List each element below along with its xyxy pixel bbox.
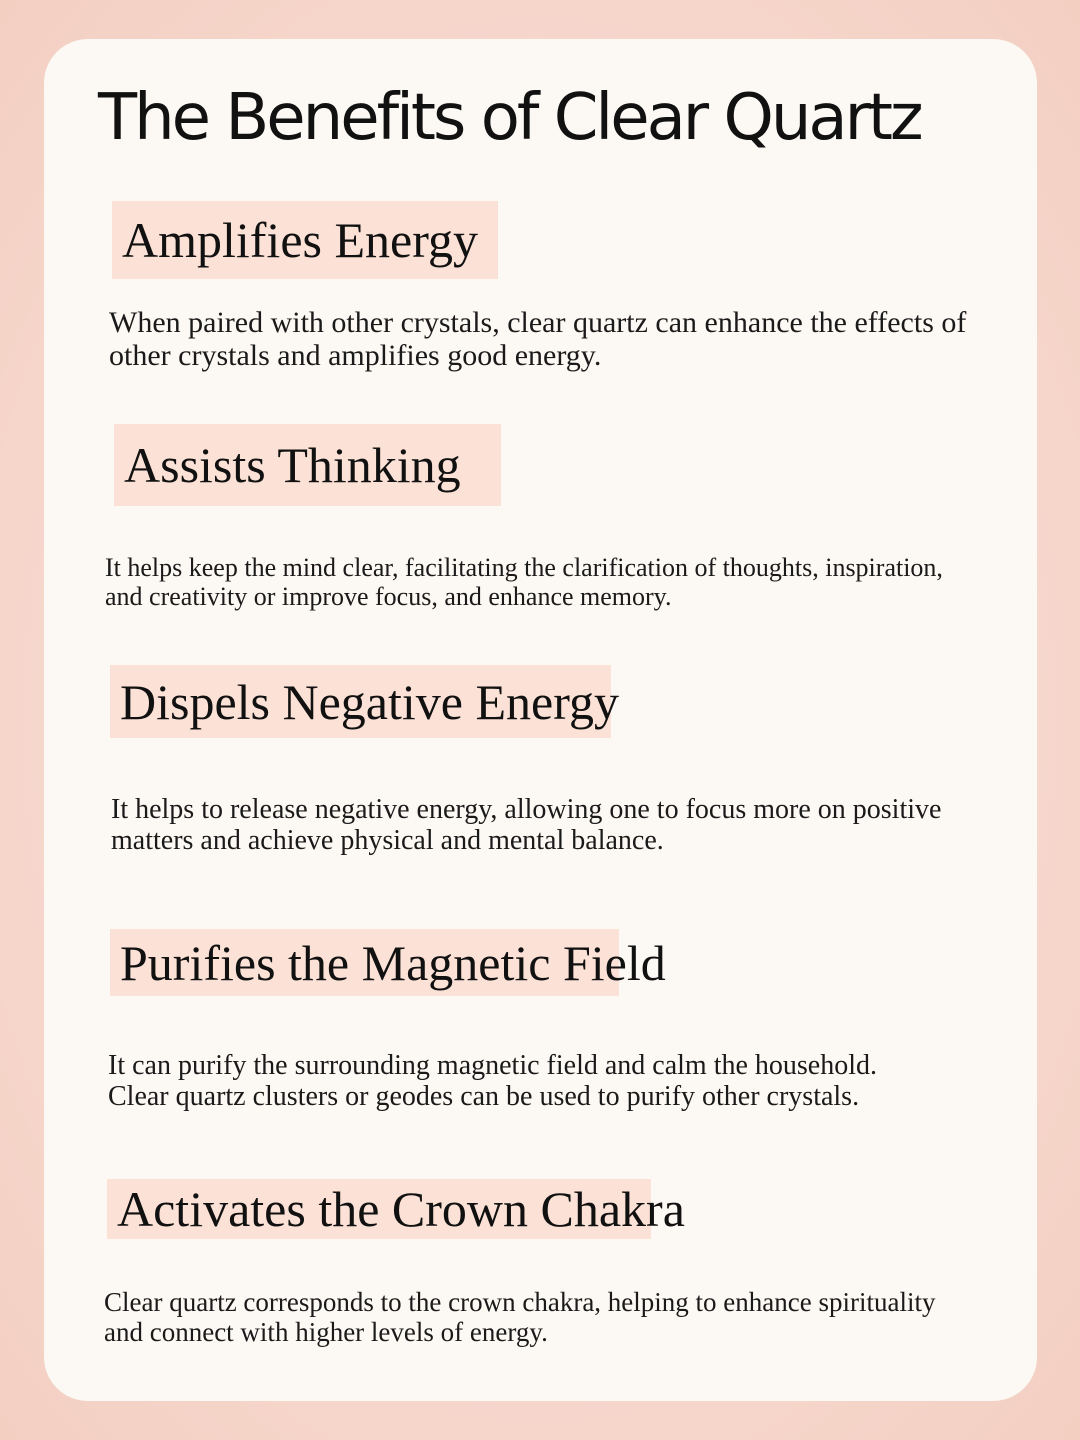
description-line: matters and achieve physical and mental balance. [111,824,664,856]
benefit-heading: Dispels Negative Energy [120,673,619,730]
description-line: and creativity or improve focus, and enhance memory. [105,581,672,611]
page-title: The Benefits of Clear Quartz [98,81,921,155]
heading-highlight-dispels-negative-energy [110,665,619,738]
benefit-heading: Amplifies Energy [122,212,478,268]
benefit-heading: Assists Thinking [124,437,461,493]
description-line: It can purify the surrounding magnetic field and calm the household. [108,1050,878,1081]
description-line: Clear quartz clusters or geodes can be used to purify other crystals. [108,1080,860,1112]
heading-highlight-activates-crown-chakra [107,1179,685,1239]
heading-highlight-purifies-magnetic-field [110,929,666,996]
benefit-description [111,795,941,857]
description-line: It helps keep the mind clear, facilitating the clarification of thoughts, inspiration, [105,553,943,582]
benefit-description [109,306,966,372]
description-line: Clear quartz corresponds to the crown chakra, helping to enhance spirituality [104,1287,936,1317]
benefit-heading: Activates the Crown Chakra [117,1181,685,1237]
description-line: and connect with higher levels of energy. [104,1316,548,1347]
description-line: It helps to release negative energy, allowing one to focus more on positive [111,794,942,825]
heading-highlight-assists-thinking [114,424,501,506]
description-line: other crystals and amplifies good energy. [109,339,602,372]
description-line: When paired with other crystals, clear quartz can enhance the effects of [109,306,967,339]
heading-highlight-amplifies-energy [112,201,498,279]
benefit-description [104,1288,935,1347]
benefit-heading: Purifies the Magnetic Field [120,934,666,991]
benefit-description [108,1051,877,1113]
benefit-description [105,554,943,611]
